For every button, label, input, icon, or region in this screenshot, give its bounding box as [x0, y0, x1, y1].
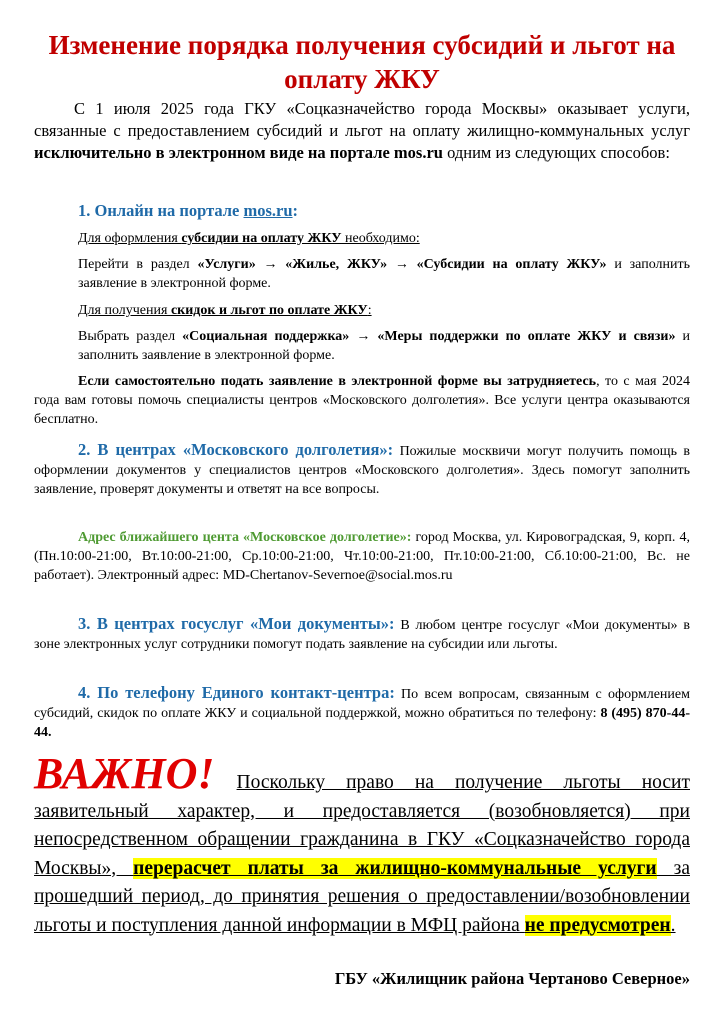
intro-text-1: С 1 июля 2025 года ГКУ «Соцказначейство города Москвы» оказывает услуги, связанные с предоставлением субсидий и льгот на оплату жилищно-коммунальных услуг — [34, 99, 690, 140]
discount-label-post: : — [367, 303, 372, 318]
subsidy-label-pre: Для оформления — [78, 231, 182, 246]
signature: ГБУ «Жилищник района Чертаново Северное» — [334, 969, 690, 988]
important-paragraph — [34, 749, 690, 940]
discount-label — [78, 301, 690, 320]
discount-label-bold: скидок и льгот по оплате ЖКУ — [170, 303, 368, 318]
method2-heading: 2. В центрах «Московского долголетия»: — [78, 440, 394, 459]
help-paragraph — [34, 372, 690, 429]
method4-text: По всем вопросам, связанным с оформлением субсидий, скидок по оплате ЖКУ и социальной поддержкой, можно обратиться по телефону: — [34, 687, 690, 721]
highlight-recalculation: перерасчет платы за жилищно-коммунальные услуги — [133, 857, 657, 879]
discount-pre: Выбрать раздел — [78, 329, 183, 344]
help-bold: Если самостоятельно подать заявление в электронной форме вы затрудняетесь — [78, 374, 597, 389]
method1-colon: : — [292, 201, 299, 220]
discount-path: «Социальная поддержка» → «Меры поддержки по оплате ЖКУ и связи» — [182, 329, 676, 344]
help-text: , то с мая 2024 года вам готовы помочь специалисты центров «Московского долголетия». Все услуги центра оказываются бесплатно. — [34, 374, 690, 427]
highlight-not-provided: не предусмотрен — [524, 914, 671, 936]
method2-text: Пожилые москвичи могут получить помощь в оформлении документов у специалистов центров «Московского долголетия». Здесь помогут заполнить заявление, проверят документы и ответят на все вопросы. — [34, 444, 690, 497]
intro-paragraph — [34, 98, 690, 164]
address-text: город Москва, ул. Кировоградская, 9, корп. 4, (Пн.10:00-21:00, Вт.10:00-21:00, Ср.10:00-21:00, Чт.10:00-21:00, Пт.10:00-21:00, Сб.10:00-21:00, Вс. не работает). Электронный адрес: MD-Chertanov-Severnoe@social.mos.ru — [34, 530, 690, 583]
address-paragraph — [34, 528, 690, 585]
discount-instructions — [78, 327, 690, 365]
method3-text: В любом центре госуслуг «Мои документы» в зоне электронных услуг сотрудники помогут подать заявление на субсидии или льготы. — [34, 618, 690, 652]
discount-post: и заполнить заявление в электронной форме. — [78, 329, 690, 363]
important-label: ВАЖНО! — [34, 749, 215, 798]
subsidy-pre: Перейти в раздел — [78, 257, 198, 272]
subsidy-post: и заполнить заявление в электронной форме. — [78, 257, 690, 291]
subsidy-label — [78, 229, 690, 248]
method3-heading: 3. В центрах госуслуг «Мои документы»: — [78, 614, 395, 633]
subsidy-path: «Услуги» → «Жилье, ЖКУ» → «Субсидии на оплату ЖКУ» — [197, 257, 607, 272]
method3-paragraph — [34, 614, 690, 654]
subsidy-instructions — [78, 255, 690, 293]
method2-paragraph — [34, 440, 690, 499]
mos-ru-link[interactable]: mos.ru — [243, 201, 293, 220]
intro-text-2: одним из следующих способов: — [442, 143, 670, 162]
method4-heading: 4. По телефону Единого контакт-центра: — [78, 683, 395, 702]
method1-heading — [78, 200, 690, 222]
method4-paragraph — [34, 683, 690, 742]
address-label: Адрес ближайшего цента «Московское долголетие»: — [78, 530, 412, 545]
subsidy-label-post: необходимо: — [341, 231, 420, 246]
important-text-2: за прошедший период, до принятия решения о предоставлении/возобновлении льготы и поступления данной информации в МФЦ района — [34, 857, 690, 936]
subsidy-label-bold: субсидии на оплату ЖКУ — [181, 231, 342, 246]
method1-heading-text: 1. Онлайн на портале — [78, 201, 244, 220]
intro-bold: исключительно в электронном виде на портале mos.ru — [34, 143, 443, 162]
important-text-1: Поскольку право на получение льготы носит заявительный характер, и предоставляется (возобновляется) при непосредственном обращении гражданина в ГКУ «Соцказначейство города Москвы», — [34, 772, 690, 879]
phone-number: 8 (495) 870-44-44. — [34, 706, 690, 740]
page-title: Изменение порядка получения субсидий и льгот на оплату ЖКУ — [48, 30, 676, 94]
important-end: . — [670, 914, 676, 936]
discount-label-pre: Для получения — [78, 303, 171, 318]
